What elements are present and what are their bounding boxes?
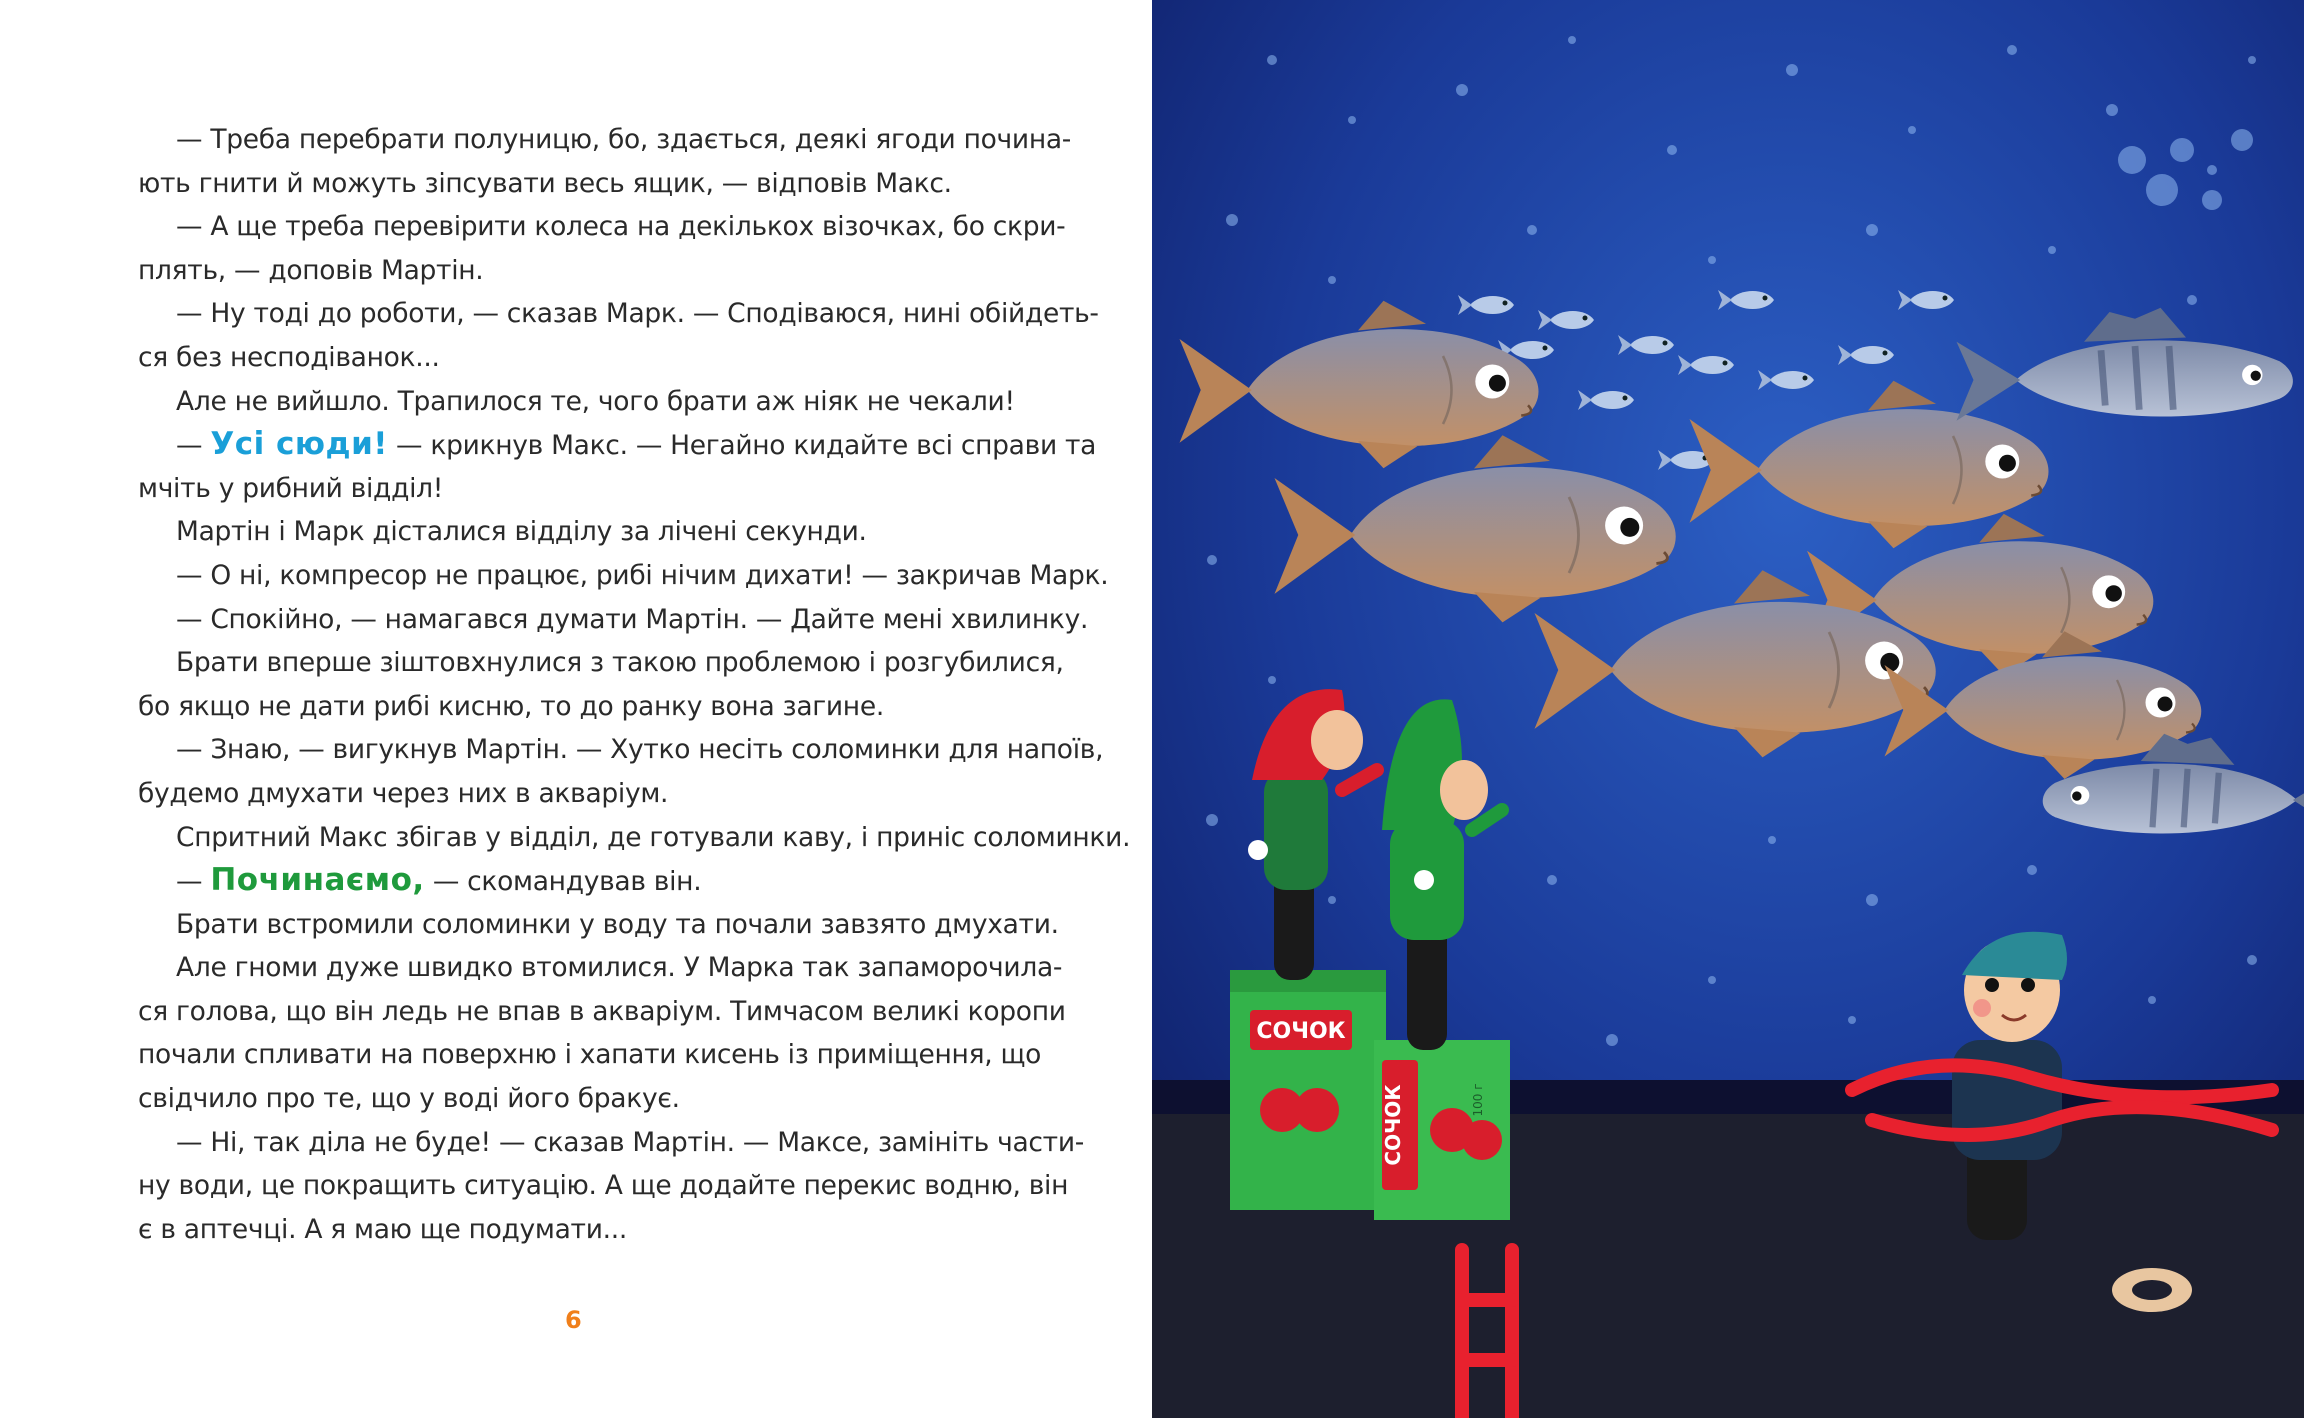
text-line-with-command <box>138 859 1018 903</box>
text-line: бо якщо не дати рибі кисню, то до ранку вона загине. <box>138 690 884 722</box>
text-line: ну води, це покращить ситуацію. А ще додайте перекис водню, він <box>138 1170 1069 1202</box>
text-line: мчіть у рибний відділ! <box>138 472 444 504</box>
dash-text: — <box>176 430 211 462</box>
page-number: 6 <box>565 1306 582 1334</box>
aquarium-illustration <box>1152 0 2304 1418</box>
text-line: — Знаю, — вигукнув Мартін. — Хутко несіть соломинки для напоїв, <box>176 734 1104 766</box>
text-line: Але гноми дуже швидко втомилися. У Марка так запаморочила- <box>176 952 1063 984</box>
shout-highlight: Усі сюди! <box>210 426 388 463</box>
line-rest-text: — крикнув Макс. — Негайно кидайте всі справи та <box>387 430 1097 462</box>
box-label-text: СОЧОК <box>1256 1019 1346 1044</box>
text-line: ся без несподіванок... <box>138 341 440 373</box>
text-line: ють гнити й можуть зіпсувати весь ящик, — відповів Макс. <box>138 167 952 199</box>
line-rest-text: — скомандував він. <box>424 866 702 898</box>
box-weight-text: 100 г <box>1471 1083 1485 1117</box>
text-line: Брати вперше зіштовхнулися з такою проблемою і розгубилися, <box>176 647 1064 679</box>
text-line: будемо дмухати через них в акваріум. <box>138 777 669 809</box>
text-line: свідчило про те, що у воді його бракує. <box>138 1083 680 1115</box>
text-line: — А ще треба перевірити колеса на декількох візочках, бо скри- <box>176 211 1066 243</box>
text-line-with-shout <box>138 423 1097 467</box>
dash-text: — <box>176 866 211 898</box>
box-label-text-vertical: СОЧОК <box>1381 1084 1405 1166</box>
text-line: — Ні, так діла не буде! — сказав Мартін. — Максе, замініть части- <box>176 1126 1085 1158</box>
text-line: ся голова, що він ледь не впав в акваріум. Тимчасом великі коропи <box>138 995 1066 1027</box>
text-line: Але не вийшло. Трапилося те, чого брати аж ніяк не чекали! <box>176 385 1015 417</box>
illustration-page <box>1152 0 2304 1418</box>
text-line: — О ні, компресор не працює, рибі нічим дихати! — закричав Марк. <box>176 559 1109 591</box>
text-line: — Спокійно, — намагався думати Мартін. — Дайте мені хвилинку. <box>176 603 1089 635</box>
text-line: Мартін і Марк дісталися відділу за лічені секунди. <box>176 516 867 548</box>
text-line: Спритний Макс збігав у відділ, де готували каву, і приніс соломинки. <box>176 821 1131 853</box>
text-line: є в аптечці. А я маю ще подумати... <box>138 1213 627 1245</box>
text-line: плять, — доповів Мартін. <box>138 254 484 286</box>
text-line: — Треба перебрати полуницю, бо, здається, деякі ягоди почина- <box>176 124 1072 155</box>
text-line: — Ну тоді до роботи, — сказав Марк. — Сподіваюся, нині обійдеть- <box>176 298 1099 330</box>
text-line: почали спливати на поверхню і хапати кисень із приміщення, що <box>138 1039 1042 1071</box>
tape-roll <box>2112 1268 2192 1312</box>
text-line: Брати встромили соломинки у воду та почали завзято дмухати. <box>176 908 1059 940</box>
command-highlight: Починаємо, <box>210 862 425 899</box>
story-text <box>138 118 1131 1251</box>
